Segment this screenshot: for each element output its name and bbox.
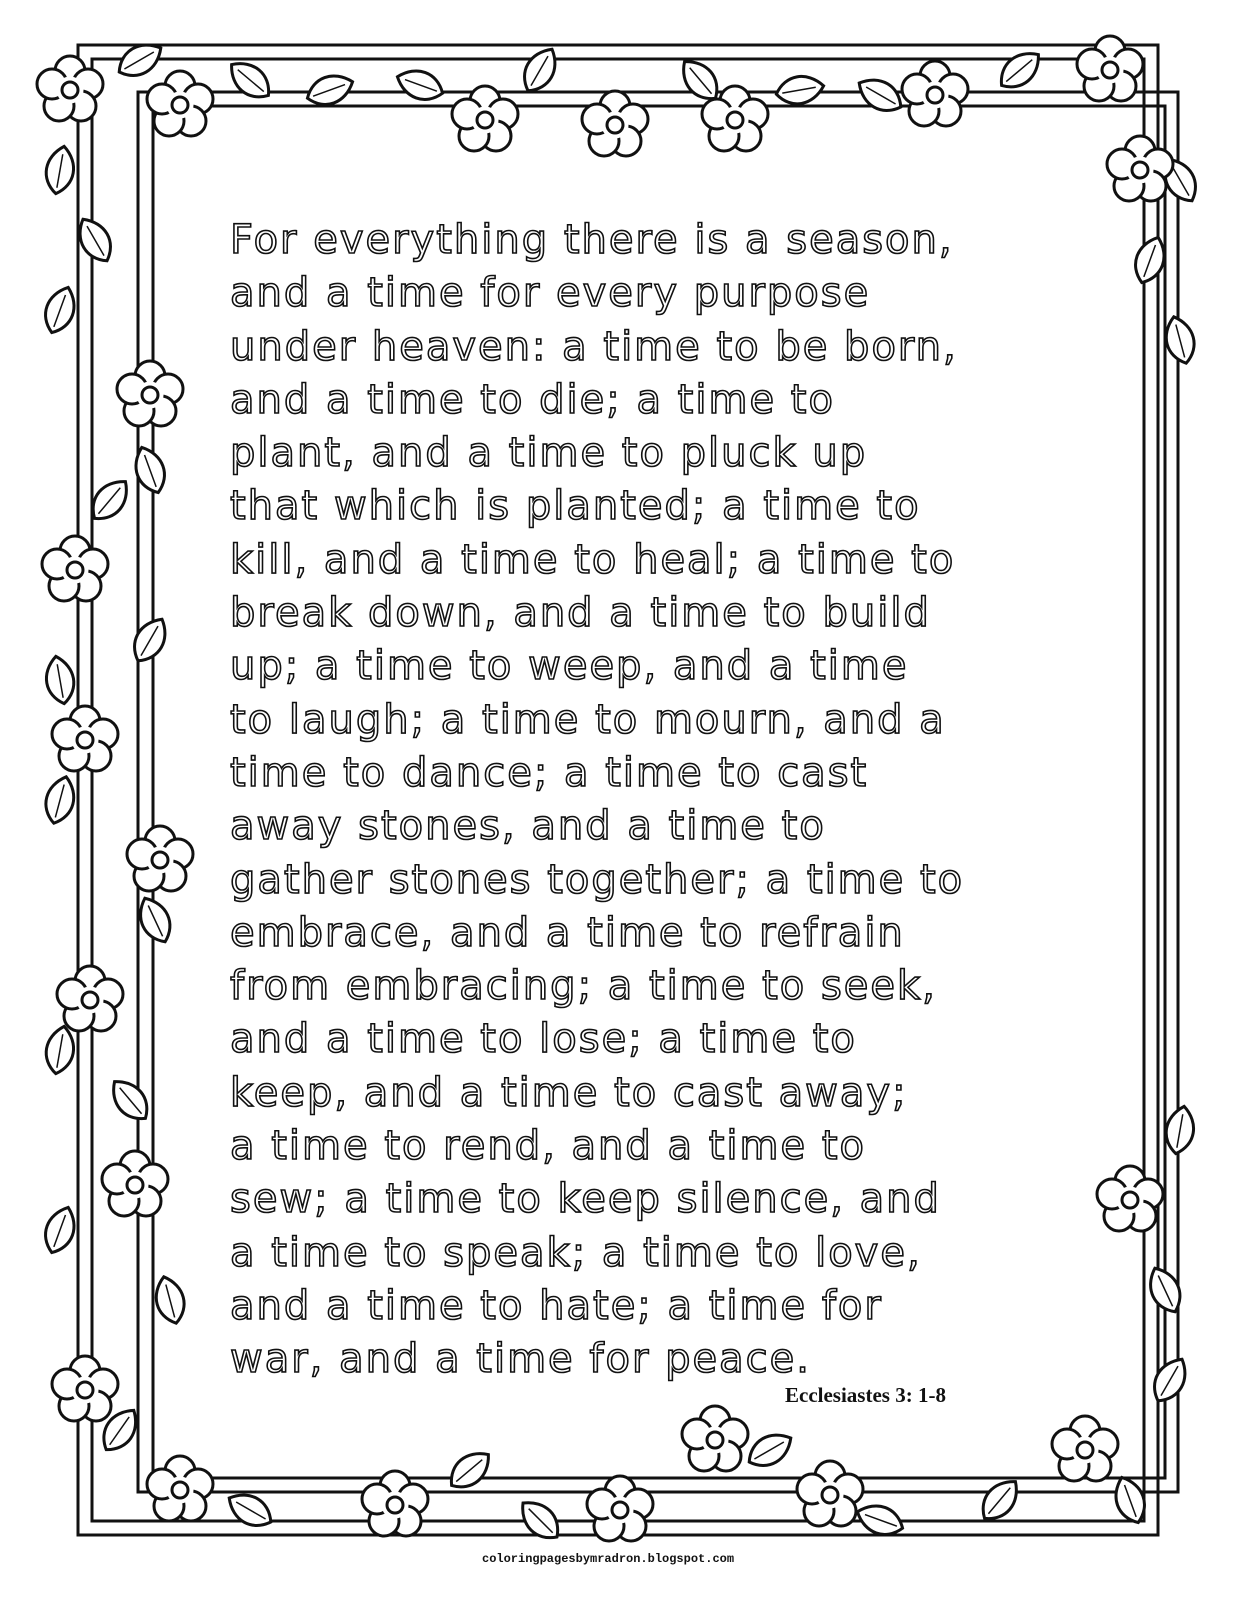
leaf-icon (852, 71, 907, 118)
leaf-icon (993, 44, 1047, 96)
verse-line: plant, and a time to pluck up (230, 430, 868, 477)
flower-icon (582, 91, 648, 156)
verse-line: time to dance; a time to cast (230, 749, 869, 796)
flower-icon (102, 1151, 168, 1216)
flower-icon (1097, 1166, 1163, 1231)
verse-line: gather stones together; a time to (230, 856, 965, 903)
leaf-icon (43, 1024, 78, 1076)
scripture-reference: Ecclesiastes 3: 1-8 (785, 1383, 946, 1407)
leaf-icon (1161, 313, 1200, 366)
verse-line: war, and a time for peace. (230, 1336, 811, 1383)
leaf-icon (1163, 1104, 1198, 1156)
verse-line: kill, and a time to heal; a time to (230, 536, 956, 583)
flower-icon (52, 1356, 118, 1421)
flower-icon (902, 61, 968, 126)
verse-line: keep, and a time to cast away; (230, 1069, 908, 1116)
verse-line: away stones, and a time to (230, 803, 826, 850)
verse-line: and a time for every purpose (230, 270, 871, 317)
verse-text (230, 214, 1090, 1387)
flower-icon (452, 86, 518, 151)
verse-line: and a time to die; a time to (230, 376, 835, 423)
verse-line: under heaven: a time to be born, (230, 323, 958, 370)
verse-line: to laugh; a time to mourn, and a (230, 696, 946, 743)
flower-icon (147, 1456, 213, 1521)
flower-icon (147, 71, 213, 136)
verse-line: a time to rend, and a time to (230, 1123, 866, 1170)
leaf-icon (443, 1444, 497, 1496)
leaf-icon (104, 1073, 156, 1127)
leaf-icon (1146, 1352, 1193, 1407)
flower-icon (117, 361, 183, 426)
flower-icon (362, 1471, 428, 1536)
verse-line: embrace, and a time to refrain (230, 909, 905, 956)
leaf-icon (516, 42, 563, 97)
leaf-icon (43, 144, 78, 196)
verse-line: and a time to lose; a time to (230, 1016, 857, 1063)
flower-icon (797, 1461, 863, 1526)
verse-line: For everything there is a season, (230, 217, 954, 263)
flower-icon (1107, 136, 1173, 201)
leaf-icon (774, 73, 826, 108)
flower-icon (682, 1406, 748, 1471)
verse-line: and a time to hate; a time for (230, 1282, 883, 1329)
flower-icon (52, 706, 118, 771)
leaf-icon (393, 64, 447, 106)
verse-line: that which is planted; a time to (230, 483, 921, 530)
site-credit: coloringpagesbymradron.blogspot.com (482, 1552, 735, 1566)
leaf-icon (43, 654, 78, 706)
leaf-icon (151, 1273, 190, 1326)
verse-line: sew; a time to keep silence, and (230, 1176, 941, 1223)
flower-icon (42, 536, 108, 601)
verse-line: from embracing; a time to seek, (230, 963, 937, 1010)
flower-icon (1052, 1416, 1118, 1481)
verse-line: up; a time to weep, and a time (230, 643, 909, 690)
flower-icon (57, 966, 123, 1031)
leaf-icon (39, 283, 81, 337)
leaf-icon (129, 443, 171, 497)
flower-icon (587, 1476, 653, 1541)
leaf-icon (41, 773, 80, 826)
leaf-icon (974, 1473, 1026, 1527)
leaf-icon (223, 54, 277, 106)
leaf-icon (126, 612, 173, 667)
leaf-icon (39, 1203, 81, 1257)
verse-line: break down, and a time to build (230, 590, 931, 637)
leaf-icon (742, 1426, 797, 1473)
leaf-icon (1143, 1263, 1188, 1318)
verse-line: a time to speak; a time to love, (230, 1229, 922, 1276)
